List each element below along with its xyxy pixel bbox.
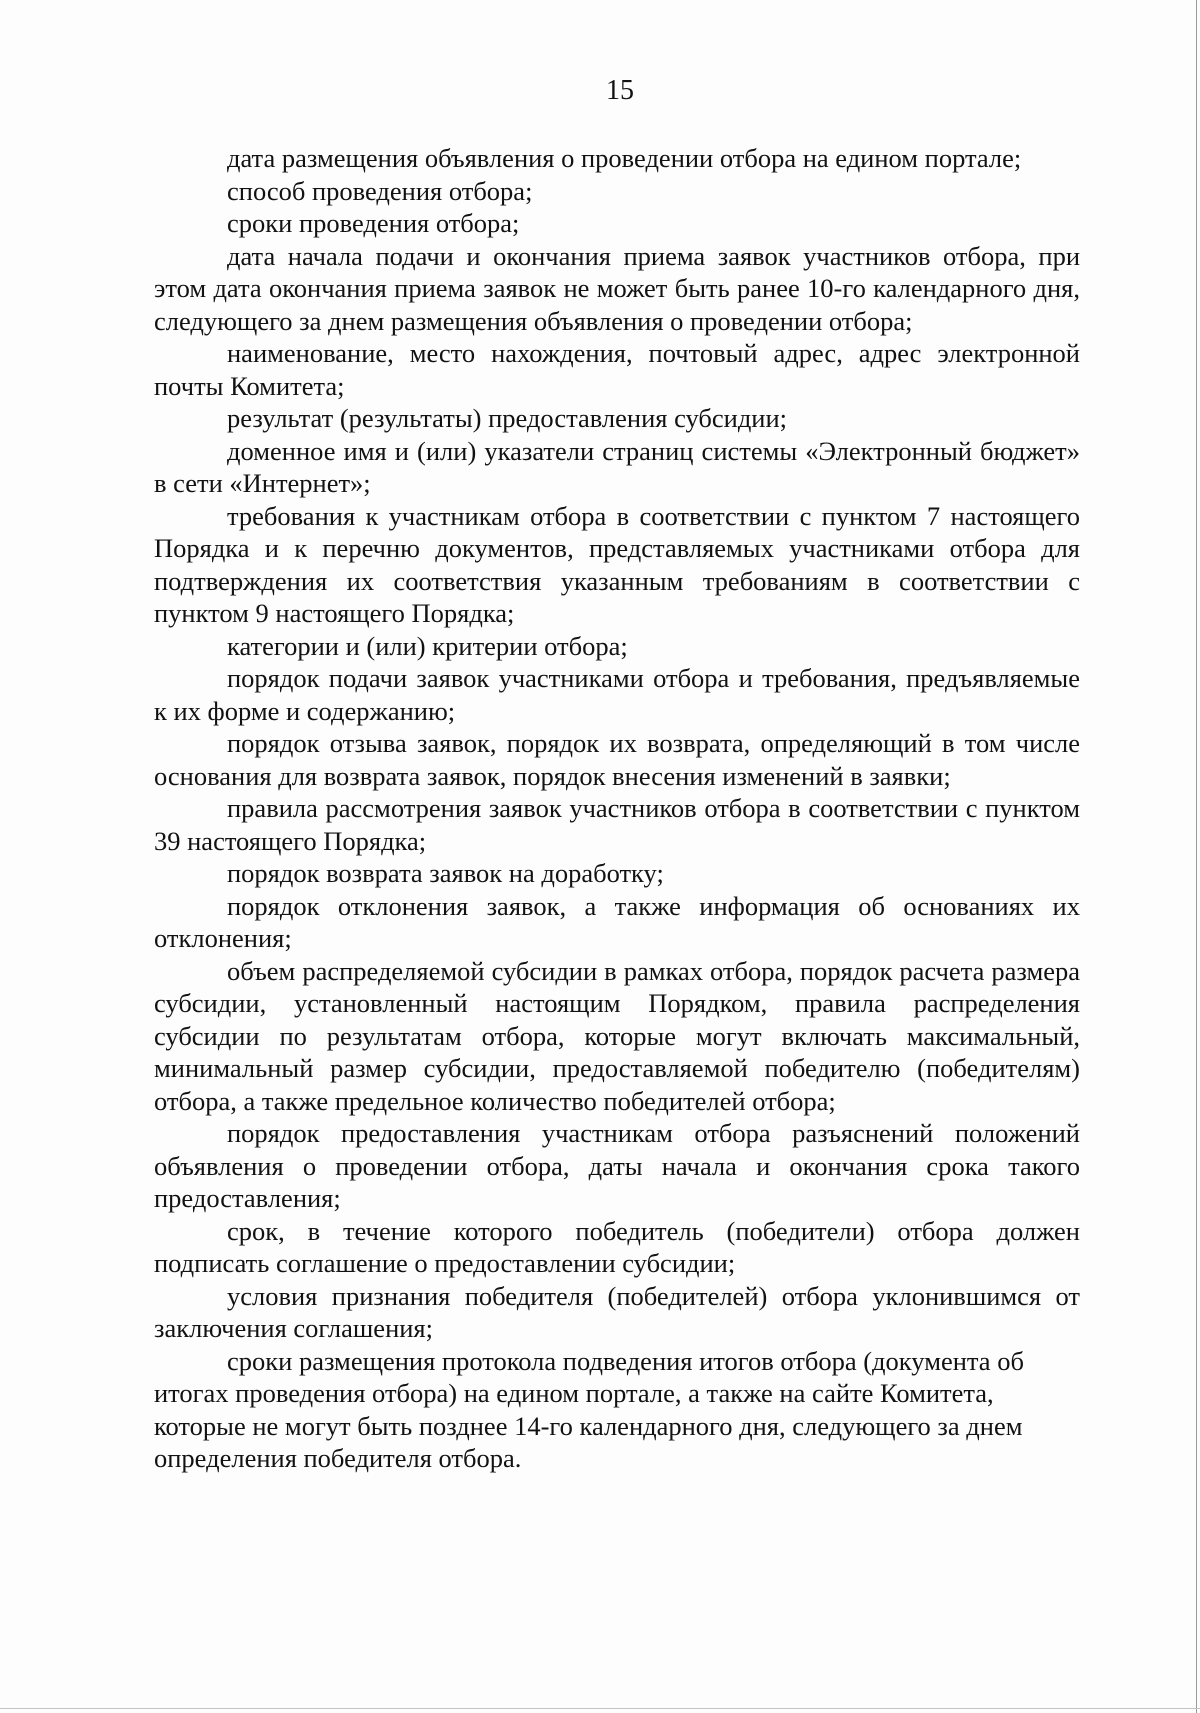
paragraph: доменное имя и (или) указатели страниц системы «Электронный бюджет» в сети «Интернет»;	[154, 435, 1080, 498]
paragraph: порядок предоставления участникам отбора разъяснений положений объявления о проведении отбора, даты начала и окончания срока такого предоставления;	[154, 1118, 1080, 1213]
paragraph: категории и (или) критерии отбора;	[227, 630, 628, 661]
paragraph: порядок отклонения заявок, а также информация об основаниях их отклонения;	[154, 890, 1080, 953]
paragraph: сроки проведения отбора;	[227, 208, 520, 238]
page-number: 15	[606, 75, 634, 106]
paragraph: порядок возврата заявок на доработку;	[227, 858, 664, 888]
paragraph: дата размещения объявления о проведении отбора на едином портале;	[227, 143, 1022, 173]
paragraph: сроки размещения протокола подведения итогов отбора (документа об итогах проведения отбора) на едином портале, а также на сайте Комитета, которые не могут быть позднее 14-го календарного дня, следующего за днем определения победителя отбора.	[154, 1345, 1024, 1473]
paragraph: объем распределяемой субсидии в рамках отбора, порядок расчета размера субсидии, установленный настоящим Порядком, правила распределения субсидии по результатам отбора, которые могут включать максимальный, минимальный размер субсидии, предоставляемой победителю (победителям) отбора, а также предельное количество победителей отбора;	[154, 955, 1080, 1116]
paragraph: требования к участникам отбора в соответствии с пунктом 7 настоящего Порядка и к перечню документов, представляемых участниками отбора для подтверждения их соответствия указанным требованиям в соответствии с пунктом 9 настоящего Порядка;	[154, 500, 1080, 628]
paragraph: порядок подачи заявок участниками отбора и требования, предъявляемые к их форме и содержанию;	[154, 663, 1080, 726]
paragraph: результат (результаты) предоставления субсидии;	[227, 403, 788, 433]
document-body	[154, 142, 1080, 1475]
paragraph: дата начала подачи и окончания приема заявок участников отбора, при этом дата окончания приема заявок не может быть ранее 10-го календарного дня, следующего за днем размещения объявления о проведении отбора;	[154, 240, 1080, 336]
scan-edge-bottom	[0, 1708, 1200, 1709]
paragraph: способ проведения отбора;	[227, 175, 533, 206]
paragraph: порядок отзыва заявок, порядок их возврата, определяющий в том числе основания для возврата заявок, порядок внесения изменений в заявки;	[154, 728, 1080, 791]
scan-edge-right	[1196, 0, 1197, 1713]
paragraph: правила рассмотрения заявок участников отбора в соответствии с пунктом 39 настоящего Порядка;	[154, 793, 1080, 856]
paragraph: наименование, место нахождения, почтовый адрес, адрес электронной почты Комитета;	[154, 338, 1080, 401]
paragraph: срок, в течение которого победитель (победители) отбора должен подписать соглашение о предоставлении субсидии;	[154, 1215, 1080, 1278]
paragraph: условия признания победителя (победителей) отбора уклонившимся от заключения соглашения;	[154, 1280, 1080, 1343]
